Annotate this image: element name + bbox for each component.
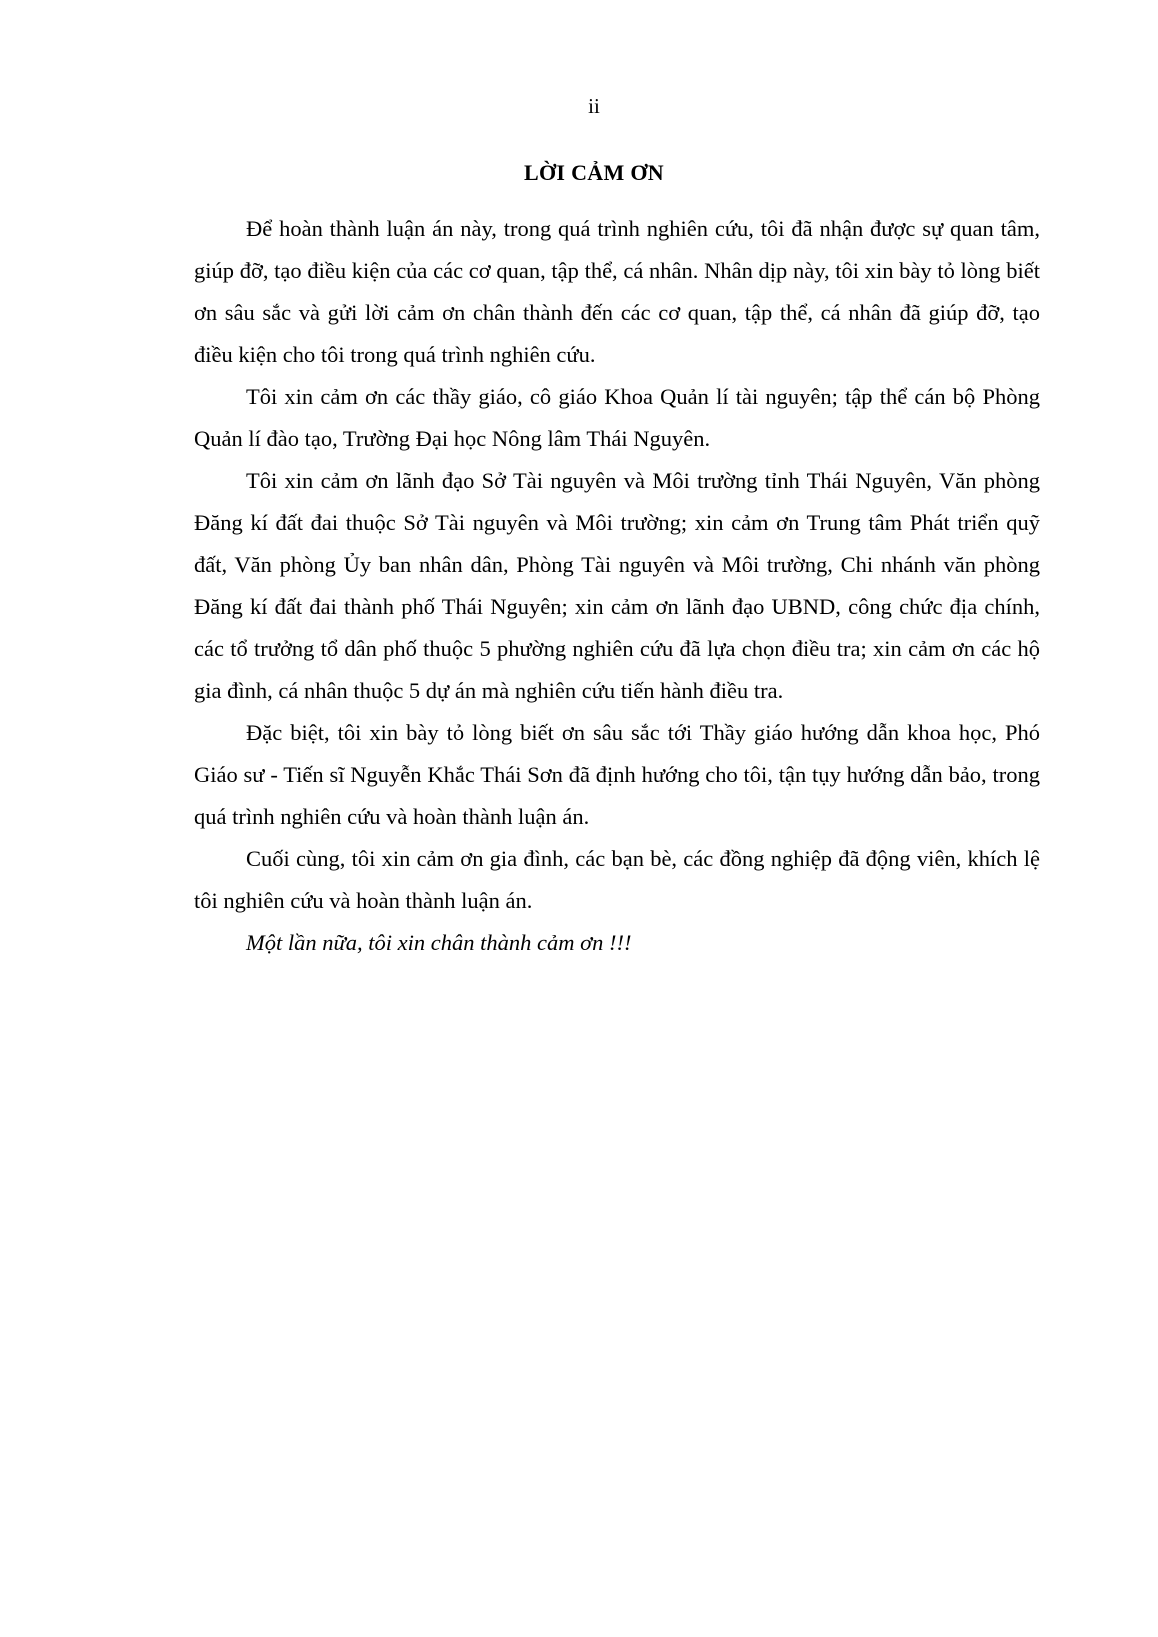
paragraph-family-thanks: Cuối cùng, tôi xin cảm ơn gia đình, các bạn bè, các đồng nghiệp đã động viên, khích lệ tôi nghiên cứu và hoàn thành luận án. xyxy=(194,846,1040,913)
closing-line: Một lần nữa, tôi xin chân thành cảm ơn !!! xyxy=(246,930,632,955)
paragraph-agency-thanks: Tôi xin cảm ơn lãnh đạo Sở Tài nguyên và Môi trường tỉnh Thái Nguyên, Văn phòng Đăng kí đất đai thuộc Sở Tài nguyên và Môi trường; xin cảm ơn Trung tâm Phát triển quỹ đất, Văn phòng Ủy ban nhân dân, Phòng Tài nguyên và Môi trường, Chi nhánh văn phòng Đăng kí đất đai thành phố Thái Nguyên; xin cảm ơn lãnh đạo UBND, công chức địa chính, các tổ trưởng tổ dân phố thuộc 5 phường nghiên cứu đã lựa chọn điều tra; xin cảm ơn các hộ gia đình, cá nhân thuộc 5 dự án mà nghiên cứu tiến hành điều tra. xyxy=(194,468,1040,703)
page-number: ii xyxy=(588,94,600,118)
paragraph-intro: Để hoàn thành luận án này, trong quá trình nghiên cứu, tôi đã nhận được sự quan tâm, giúp đỡ, tạo điều kiện của các cơ quan, tập thể, cá nhân. Nhân dịp này, tôi xin bày tỏ lòng biết ơn sâu sắc và gửi lời cảm ơn chân thành đến các cơ quan, tập thể, cá nhân đã giúp đỡ, tạo điều kiện cho tôi trong quá trình nghiên cứu. xyxy=(194,216,1040,367)
document-body xyxy=(194,208,1040,964)
page-title: LỜI CẢM ƠN xyxy=(524,160,664,185)
paragraph-faculty-thanks: Tôi xin cảm ơn các thầy giáo, cô giáo Khoa Quản lí tài nguyên; tập thể cán bộ Phòng Quản lí đào tạo, Trường Đại học Nông lâm Thái Nguyên. xyxy=(194,384,1040,451)
paragraph-supervisor-thanks: Đặc biệt, tôi xin bày tỏ lòng biết ơn sâu sắc tới Thầy giáo hướng dẫn khoa học, Phó Giáo sư - Tiến sĩ Nguyễn Khắc Thái Sơn đã định hướng cho tôi, tận tụy hướng dẫn bảo, trong quá trình nghiên cứu và hoàn thành luận án. xyxy=(194,720,1040,829)
